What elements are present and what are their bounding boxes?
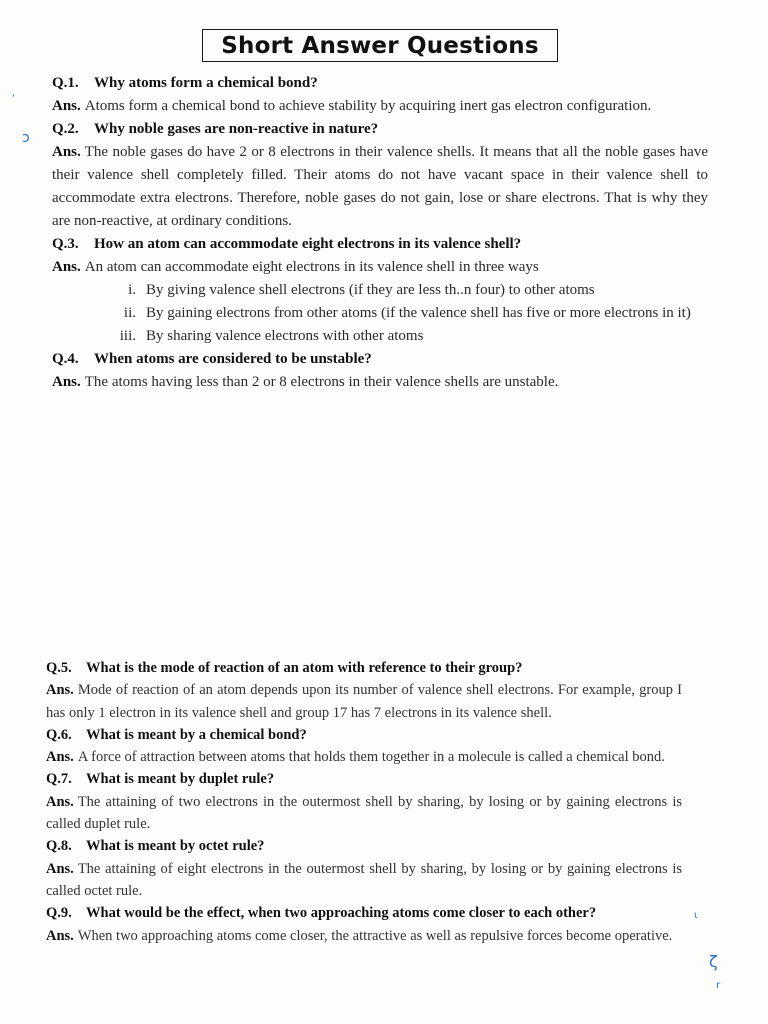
list-item (52, 325, 708, 348)
answer-3 (52, 256, 708, 279)
questions-top-section (52, 72, 708, 394)
answer-text: The atoms having less than 2 or 8 electrons in their valence shells are unstable. (84, 374, 559, 390)
pen-mark: ζ (709, 952, 718, 971)
question-4 (52, 348, 708, 371)
answer-label: Ans. (46, 860, 74, 877)
question-text: How an atom can accommodate eight electrons in its valence shell? (94, 236, 522, 252)
question-text: What is meant by octet rule? (86, 838, 265, 855)
answer-text: The noble gases do have 2 or 8 electrons in their valence shells. It means that all the noble gases have their valence shell completely filled. Their atoms do not have vacant space in their valence shell to accommodate extra electrons. Therefore, noble gases do not gain, lose or share electrons. That is why they are non-reactive, at ordinary conditions. (52, 144, 708, 229)
answer-9 (46, 925, 682, 947)
answer-label: Ans. (52, 144, 81, 160)
question-text: What would be the effect, when two approaching atoms come closer to each other? (86, 905, 597, 922)
list-item-text: By sharing valence electrons with other atoms (146, 328, 424, 344)
pen-mark: ' (12, 93, 15, 104)
answer-text: When two approaching atoms come closer, the attractive as well as repulsive forces become operative. (77, 927, 673, 944)
answer-text: An atom can accommodate eight electrons in its valence shell in three ways (84, 259, 539, 275)
question-1 (52, 72, 708, 95)
question-5 (46, 657, 682, 679)
list-item (52, 302, 708, 325)
question-text: What is meant by a chemical bond? (86, 726, 307, 743)
list-item-text: By gaining electrons from other atoms (if the valence shell has five or more electrons in it) (146, 305, 691, 321)
question-text: What is the mode of reaction of an atom with reference to their group? (86, 660, 523, 676)
question-6 (46, 724, 682, 746)
answer-label: Ans. (46, 927, 74, 944)
page-title: Short Answer Questions (202, 29, 558, 62)
question-text: Why noble gases are non-reactive in nature? (94, 121, 379, 137)
answer-text: Atoms form a chemical bond to achieve stability by acquiring inert gas electron configuration. (84, 98, 652, 114)
question-number: Q.2. (52, 121, 79, 137)
answer-text: Mode of reaction of an atom depends upon its number of valence shell electrons. For example, group I has only 1 electron in its valence shell and group 17 has 7 electrons in its valence shell. (46, 682, 682, 721)
question-7 (46, 768, 682, 790)
list-item-number: i. (128, 282, 136, 298)
question-2 (52, 118, 708, 141)
pen-mark: r (716, 980, 721, 991)
questions-bottom-section (46, 657, 682, 947)
pen-mark: ɔ (22, 130, 30, 146)
question-number: Q.5. (46, 660, 72, 676)
question-number: Q.6. (46, 726, 72, 743)
answer-2 (52, 141, 708, 233)
list-item (52, 279, 708, 302)
list-item-number: iii. (119, 328, 136, 344)
answer-label: Ans. (52, 98, 81, 114)
answer-label: Ans. (46, 793, 74, 810)
answer-6 (46, 746, 682, 768)
pen-mark: ι (694, 910, 698, 921)
list-item-number: ii. (123, 305, 136, 321)
answer-label: Ans. (46, 749, 74, 766)
answer-label: Ans. (52, 374, 81, 390)
question-3 (52, 233, 708, 256)
question-number: Q.4. (52, 351, 79, 367)
question-text: When atoms are considered to be unstable? (94, 351, 372, 367)
question-text: Why atoms form a chemical bond? (94, 75, 318, 91)
question-number: Q.9. (46, 905, 72, 922)
answer-label: Ans. (46, 682, 74, 699)
question-8 (46, 835, 682, 857)
question-text: What is meant by duplet rule? (86, 771, 275, 788)
answer-4 (52, 371, 708, 394)
ways-list (52, 279, 708, 348)
question-9 (46, 902, 682, 924)
answer-text: The attaining of two electrons in the outermost shell by sharing, by losing or by gaining electrons is called duplet rule. (46, 793, 682, 833)
question-number: Q.8. (46, 838, 72, 855)
question-number: Q.7. (46, 771, 72, 788)
question-number: Q.1. (52, 75, 79, 91)
answer-1 (52, 95, 708, 118)
question-number: Q.3. (52, 236, 79, 252)
list-item-text: By giving valence shell electrons (if they are less th..n four) to other atoms (146, 282, 595, 298)
answer-text: A force of attraction between atoms that holds them together in a molecule is called a chemical bond. (77, 749, 665, 766)
answer-text: The attaining of eight electrons in the outermost shell by sharing, by losing or by gaining electrons is called octet rule. (46, 860, 682, 899)
answer-5 (46, 679, 682, 724)
answer-label: Ans. (52, 259, 81, 275)
answer-8 (46, 858, 682, 903)
answer-7 (46, 791, 682, 836)
